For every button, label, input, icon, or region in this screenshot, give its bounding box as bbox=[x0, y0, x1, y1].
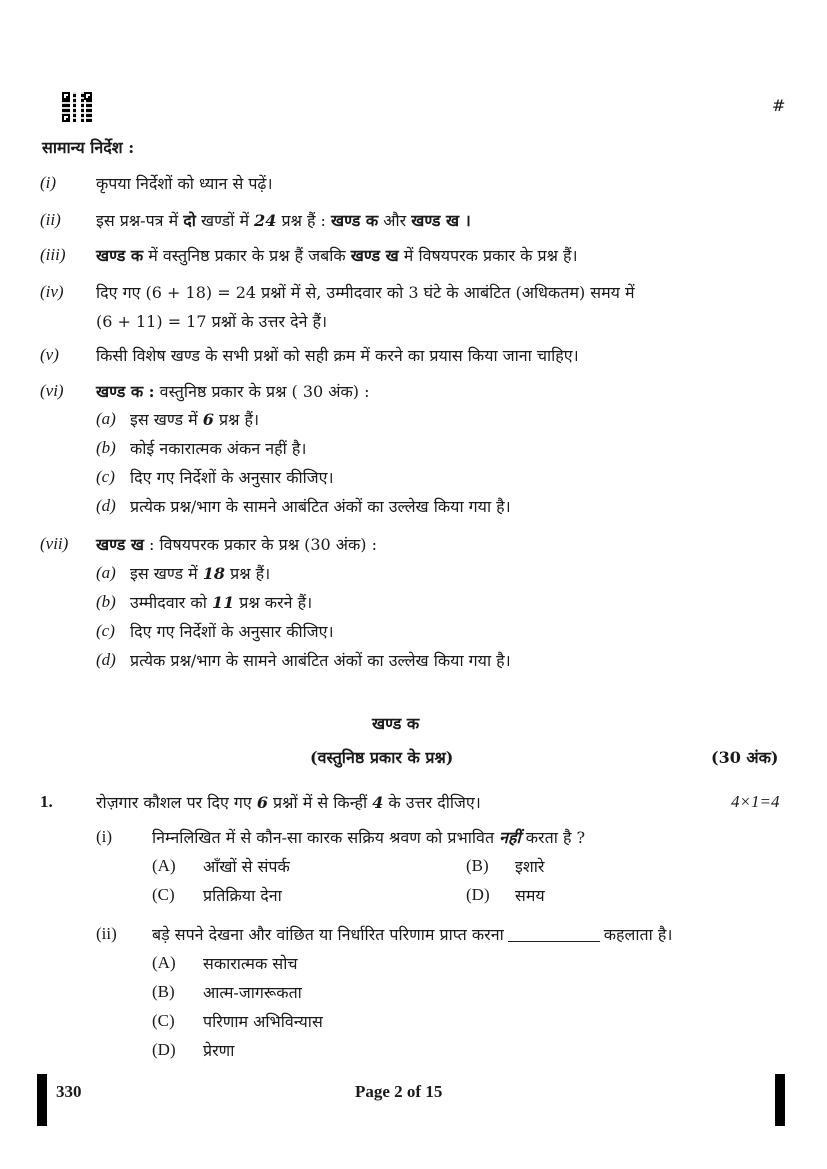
option-label: (C) bbox=[152, 885, 175, 904]
instruction-text: खण्ड ख : विषयपरक प्रकार के प्रश्न (30 अंक) : bbox=[96, 535, 378, 554]
option-text: परिणाम अभिविन्यास bbox=[203, 1012, 323, 1031]
question-number: 1. bbox=[40, 792, 53, 811]
instruction-num: (iii) bbox=[40, 245, 66, 264]
option-text: प्रेरणा bbox=[203, 1041, 235, 1060]
option-text: प्रतिक्रिया देना bbox=[203, 886, 282, 905]
instruction-num: (vii) bbox=[40, 534, 69, 553]
question-marks: 4×1=4 bbox=[731, 792, 780, 811]
sub-num: (a) bbox=[96, 409, 116, 428]
paper-code: 330 bbox=[56, 1082, 82, 1101]
option-label: (B) bbox=[152, 982, 175, 1001]
margin-bar-right bbox=[775, 1074, 785, 1126]
instruction-num: (ii) bbox=[40, 210, 61, 229]
instruction-num: (v) bbox=[40, 345, 59, 364]
instruction-text: खण्ड क में वस्तुनिष्ठ प्रकार के प्रश्न हैं जबकि खण्ड ख में विषयपरक प्रकार के प्रश्न हैं। bbox=[96, 246, 578, 265]
option-label: (D) bbox=[466, 885, 490, 904]
option-text: आत्म-जागरूकता bbox=[203, 983, 302, 1002]
sub-num: (d) bbox=[96, 650, 116, 669]
instructions-title: सामान्य निर्देश : bbox=[42, 138, 135, 157]
section-marks: (30 अंक) bbox=[711, 748, 779, 767]
instruction-text: कृपया निर्देशों को ध्यान से पढ़ें। bbox=[96, 174, 273, 193]
sub-text: इस खण्ड में 6 प्रश्न हैं। bbox=[130, 410, 260, 429]
part-text: निम्नलिखित में से कौन-सा कारक सक्रिय श्रवण को प्रभावित नहीं करता है ? bbox=[152, 828, 586, 847]
sub-num: (b) bbox=[96, 438, 116, 457]
part-text: बड़े सपने देखना और वांछित या निर्धारित परिणाम प्राप्त करना कहलाता है। bbox=[152, 925, 673, 944]
instruction-text: किसी विशेष खण्ड के सभी प्रश्नों को सही क्रम में करने का प्रयास किया जाना चाहिए। bbox=[96, 346, 579, 365]
sub-text: प्रत्येक प्रश्न/भाग के सामने आबंटित अंकों का उल्लेख किया गया है। bbox=[130, 497, 511, 516]
instruction-text: (6 + 11) = 17 प्रश्नों के उत्तर देने हैं। bbox=[96, 312, 328, 331]
sub-num: (d) bbox=[96, 496, 116, 515]
option-text: सकारात्मक सोच bbox=[203, 954, 298, 973]
section-title: खण्ड क bbox=[372, 714, 420, 733]
sub-text: दिए गए निर्देशों के अनुसार कीजिए। bbox=[130, 468, 334, 487]
option-label: (B) bbox=[466, 856, 489, 875]
page-number: Page 2 of 15 bbox=[355, 1082, 443, 1101]
question-text: रोज़गार कौशल पर दिए गए 6 प्रश्नों में से किन्हीं 4 के उत्तर दीजिए। bbox=[96, 793, 481, 812]
sub-num: (c) bbox=[96, 467, 115, 486]
option-label: (A) bbox=[152, 856, 176, 875]
sub-num: (b) bbox=[96, 592, 116, 611]
part-number: (ii) bbox=[96, 924, 117, 943]
option-text: समय bbox=[515, 886, 545, 905]
margin-bar-left bbox=[37, 1074, 47, 1126]
part-number: (i) bbox=[96, 827, 113, 846]
page-hash: # bbox=[772, 96, 786, 115]
instruction-num: (i) bbox=[40, 173, 57, 192]
instruction-text: इस प्रश्न-पत्र में दो खण्डों में 24 प्रश्न हैं : खण्ड क और खण्ड ख । bbox=[96, 211, 471, 230]
section-subtitle: (वस्तुनिष्ठ प्रकार के प्रश्न) bbox=[310, 748, 454, 767]
sub-text: उम्मीदवार को 11 प्रश्न करने हैं। bbox=[130, 593, 313, 612]
qr-code-icon bbox=[62, 92, 92, 122]
option-label: (C) bbox=[152, 1011, 175, 1030]
option-label: (D) bbox=[152, 1040, 176, 1059]
option-label: (A) bbox=[152, 953, 176, 972]
sub-text: कोई नकारात्मक अंकन नहीं है। bbox=[130, 439, 307, 458]
instruction-text: दिए गए (6 + 18) = 24 प्रश्नों में से, उम्मीदवार को 3 घंटे के आबंटित (अधिकतम) समय में bbox=[96, 283, 635, 302]
sub-text: प्रत्येक प्रश्न/भाग के सामने आबंटित अंकों का उल्लेख किया गया है। bbox=[130, 651, 511, 670]
sub-text: इस खण्ड में 18 प्रश्न हैं। bbox=[130, 564, 271, 583]
option-text: इशारे bbox=[515, 857, 545, 876]
instruction-num: (iv) bbox=[40, 282, 64, 301]
option-text: आँखों से संपर्क bbox=[203, 857, 290, 876]
sub-num: (a) bbox=[96, 563, 116, 582]
answer-blank bbox=[508, 941, 600, 942]
sub-text: दिए गए निर्देशों के अनुसार कीजिए। bbox=[130, 622, 334, 641]
instruction-num: (vi) bbox=[40, 381, 64, 400]
sub-num: (c) bbox=[96, 621, 115, 640]
instruction-text: खण्ड क : वस्तुनिष्ठ प्रकार के प्रश्न ( 30 अंक) : bbox=[96, 382, 370, 401]
